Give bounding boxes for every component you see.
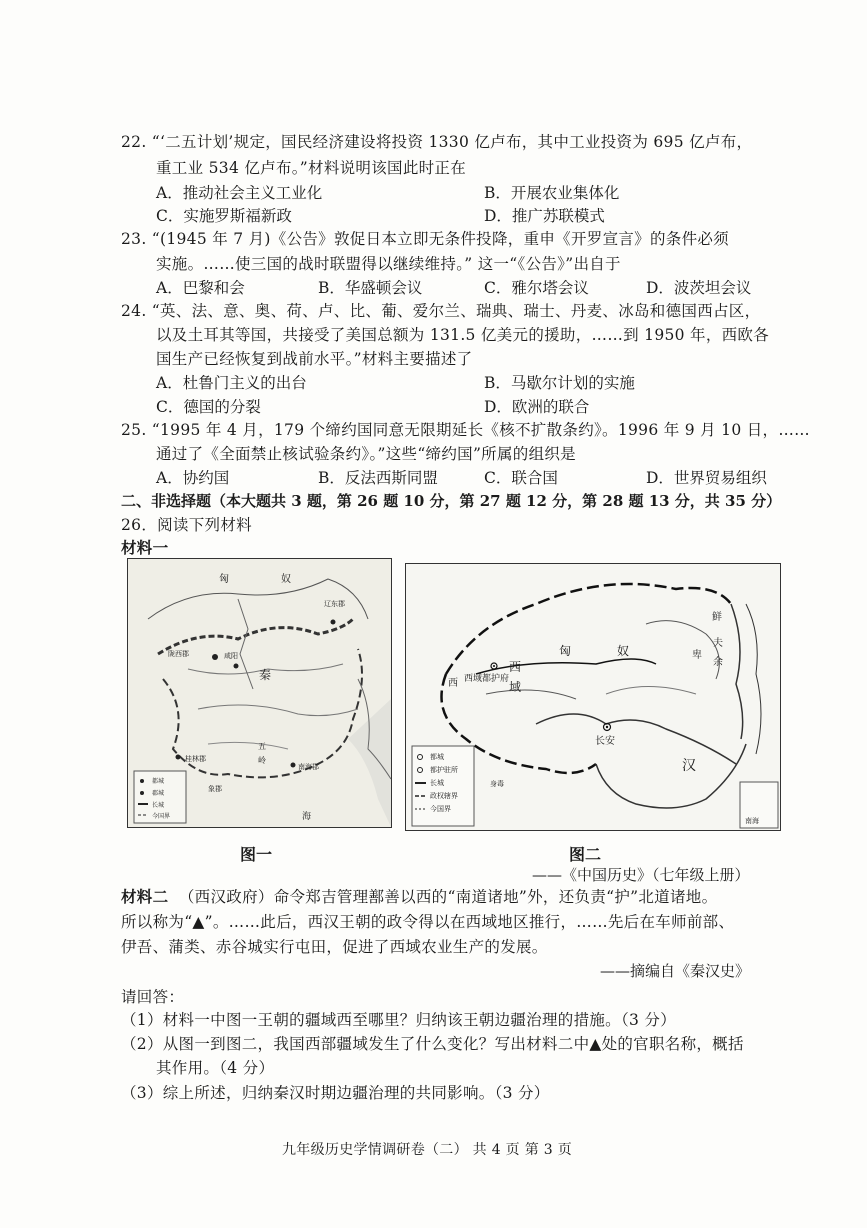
q23-option-b[interactable]: B．华盛顿会议 xyxy=(318,279,423,297)
map-qin-drawing xyxy=(128,559,391,827)
map-han-legend-border: 今国界 xyxy=(430,805,451,813)
q23-option-c[interactable]: C．雅尔塔会议 xyxy=(484,279,589,297)
map-han xyxy=(405,563,781,831)
map-han-label-changan: 长安 xyxy=(595,736,615,747)
q24-option-b[interactable]: B．马歇尔计划的实施 xyxy=(484,374,635,392)
q24-stem-line1: 24. “英、法、意、奥、荷、卢、比、葡、爱尔兰、瑞典、瑞士、丹麦、冰岛和德国西占区， xyxy=(121,302,761,320)
q25-stem-line1: 25. “1995 年 4 月，179 个缔约国同意无限期延长《核不扩散条约》。1996 年 9 月 10 日，…… xyxy=(121,421,810,439)
q22-stem-line1: 22. “‘二五计划’规定，国民经济建设将投资 1330 亿卢布，其中工业投资为 695 亿卢布， xyxy=(121,133,753,151)
material2-line3: 伊吾、蒲类、赤谷城实行屯田，促进了西域农业生产的发展。 xyxy=(121,938,548,956)
q22-stem-line2: 重工业 534 亿卢布。”材料说明该国此时正在 xyxy=(156,159,467,177)
map-han-legend-capital: 都城 xyxy=(430,753,444,761)
map-qin-label-qin: 秦 xyxy=(259,668,272,682)
map-han-label-xiong: 匈 xyxy=(559,644,572,658)
q22-option-a[interactable]: A．推动社会主义工业化 xyxy=(156,184,323,202)
map-qin-label-wu: 五 xyxy=(258,742,266,751)
map-qin-label-nu: 奴 xyxy=(281,574,291,585)
q24-option-a[interactable]: A．杜鲁门主义的出台 xyxy=(156,374,307,392)
map-qin-label-xiong: 匈 xyxy=(219,574,229,585)
material1-label: 材料一 xyxy=(121,538,169,557)
map-han-label-han: 汉 xyxy=(682,758,696,774)
sub-question-3: （3）综上所述，归纳秦汉时期边疆治理的共同影响。（3 分） xyxy=(121,1084,550,1102)
map-han-label-xian: 鲜 xyxy=(712,612,722,623)
q23-option-d[interactable]: D．波茨坦会议 xyxy=(646,279,752,297)
material2-line1 xyxy=(121,885,717,907)
q24-stem-line3: 国生产已经恢复到战前水平。”材料主要描述了 xyxy=(156,350,473,368)
q24-option-d[interactable]: D．欧洲的联合 xyxy=(484,398,590,416)
map-han-label-xi: 西 xyxy=(509,660,522,674)
q22-option-c[interactable]: C．实施罗斯福新政 xyxy=(156,207,292,225)
map-qin-caption: 图一 xyxy=(240,845,273,864)
q26-intro: 26．阅读下列材料 xyxy=(121,516,252,534)
map-han-label-shendu: 身毒 xyxy=(490,780,504,788)
map-qin-legend-capital: 都城 xyxy=(152,778,165,785)
map-han-legend-protectorate: 都护驻所 xyxy=(430,766,458,774)
map-han-label-nanhai-inset: 南海 xyxy=(745,817,759,825)
q24-option-c[interactable]: C．德国的分裂 xyxy=(156,398,261,416)
map-han-label-nu: 奴 xyxy=(617,644,630,658)
q25-option-d[interactable]: D．世界贸易组织 xyxy=(646,469,767,487)
map-qin-legend-border: 今国界 xyxy=(152,813,171,820)
map-qin-label-xiang: 象郡 xyxy=(208,785,222,793)
map-han-label-west: 西 xyxy=(448,678,458,689)
q23-stem-line1: 23. “(1945 年 7 月)《公告》敦促日本立即无条件投降，重申《开罗宣言》的条件必须 xyxy=(121,230,729,248)
material2-label: 材料二 xyxy=(121,887,169,906)
q23-stem-line2: 实施。……使三国的战时联盟得以继续维持。” 这一“《公告》”出自于 xyxy=(156,255,621,273)
map-han-label-bei: 卑 xyxy=(692,650,702,661)
sub-question-1: （1）材料一中图一王朝的疆域西至哪里？归纳该王朝边疆治理的措施。（3 分） xyxy=(121,1011,677,1029)
q25-option-a[interactable]: A．协约国 xyxy=(156,469,230,487)
map-qin-label-guilin: 桂林郡 xyxy=(185,755,206,763)
page-footer: 九年级历史学情调研卷（二） 共 4 页 第 3 页 xyxy=(282,1142,573,1158)
q25-option-c[interactable]: C．联合国 xyxy=(484,469,558,487)
map-han-label-yu: 域 xyxy=(509,680,522,694)
map-han-legend-wall: 长城 xyxy=(430,779,444,787)
sub-question-2-line1: （2）从图一到图二，我国西部疆域发生了什么变化？写出材料二中▲处的官职名称，概括 xyxy=(121,1035,744,1053)
map-qin-label-sea: 海 xyxy=(302,812,312,822)
sub-question-2-line2: 其作用。（4 分） xyxy=(156,1059,275,1077)
map-han-legend-domain: 政权辖界 xyxy=(430,792,458,800)
material2-source: ——摘编自《秦汉史》 xyxy=(600,962,751,980)
map-qin-label-liaodong: 辽东郡 xyxy=(324,600,345,608)
answer-prompt: 请回答： xyxy=(121,988,185,1006)
map-han-caption: 图二 xyxy=(569,845,602,864)
q22-option-b[interactable]: B．开展农业集体化 xyxy=(484,184,620,202)
map-qin-label-longxi: 陇西郡 xyxy=(168,650,189,658)
map-qin-label-ling: 岭 xyxy=(258,756,266,765)
map-han-label-yu2: 余 xyxy=(713,657,723,668)
map-han-label-protectorate: 西域都护府 xyxy=(464,674,510,684)
map-qin xyxy=(127,558,392,828)
map-qin-legend-prefecture: 郡城 xyxy=(152,790,165,797)
q24-stem-line2: 以及土耳其等国，共接受了美国总额为 131.5 亿美元的援助，……到 1950 年，西欧各 xyxy=(156,326,770,344)
material2-line2: 所以称为“▲”。……此后，西汉王朝的政令得以在西域地区推行，……先后在车师前部、 xyxy=(121,913,735,931)
map-source: ——《中国历史》（七年级上册） xyxy=(532,866,750,884)
q23-option-a[interactable]: A．巴黎和会 xyxy=(156,279,245,297)
map-qin-label-xianyang: 咸阳 xyxy=(224,652,238,660)
map-han-label-fu: 夫 xyxy=(713,638,723,649)
q25-option-b[interactable]: B．反法西斯同盟 xyxy=(318,469,438,487)
q22-option-d[interactable]: D．推广苏联模式 xyxy=(484,207,605,225)
q25-stem-line2: 通过了《全面禁止核试验条约》。”这些“缔约国”所属的组织是 xyxy=(156,445,576,463)
map-qin-legend-wall: 长城 xyxy=(152,802,165,809)
map-han-drawing xyxy=(406,564,780,830)
section2-heading: 二、非选择题（本大题共 3 题，第 26 题 10 分，第 27 题 12 分，第 28 题 13 分，共 35 分） xyxy=(121,492,782,510)
material2-text1: （西汉政府）命令郑吉管理鄯善以西的“南道诸地”外，还负责“护”北道诸地。 xyxy=(178,888,718,906)
map-qin-label-nanhai: 南海郡 xyxy=(298,763,319,771)
